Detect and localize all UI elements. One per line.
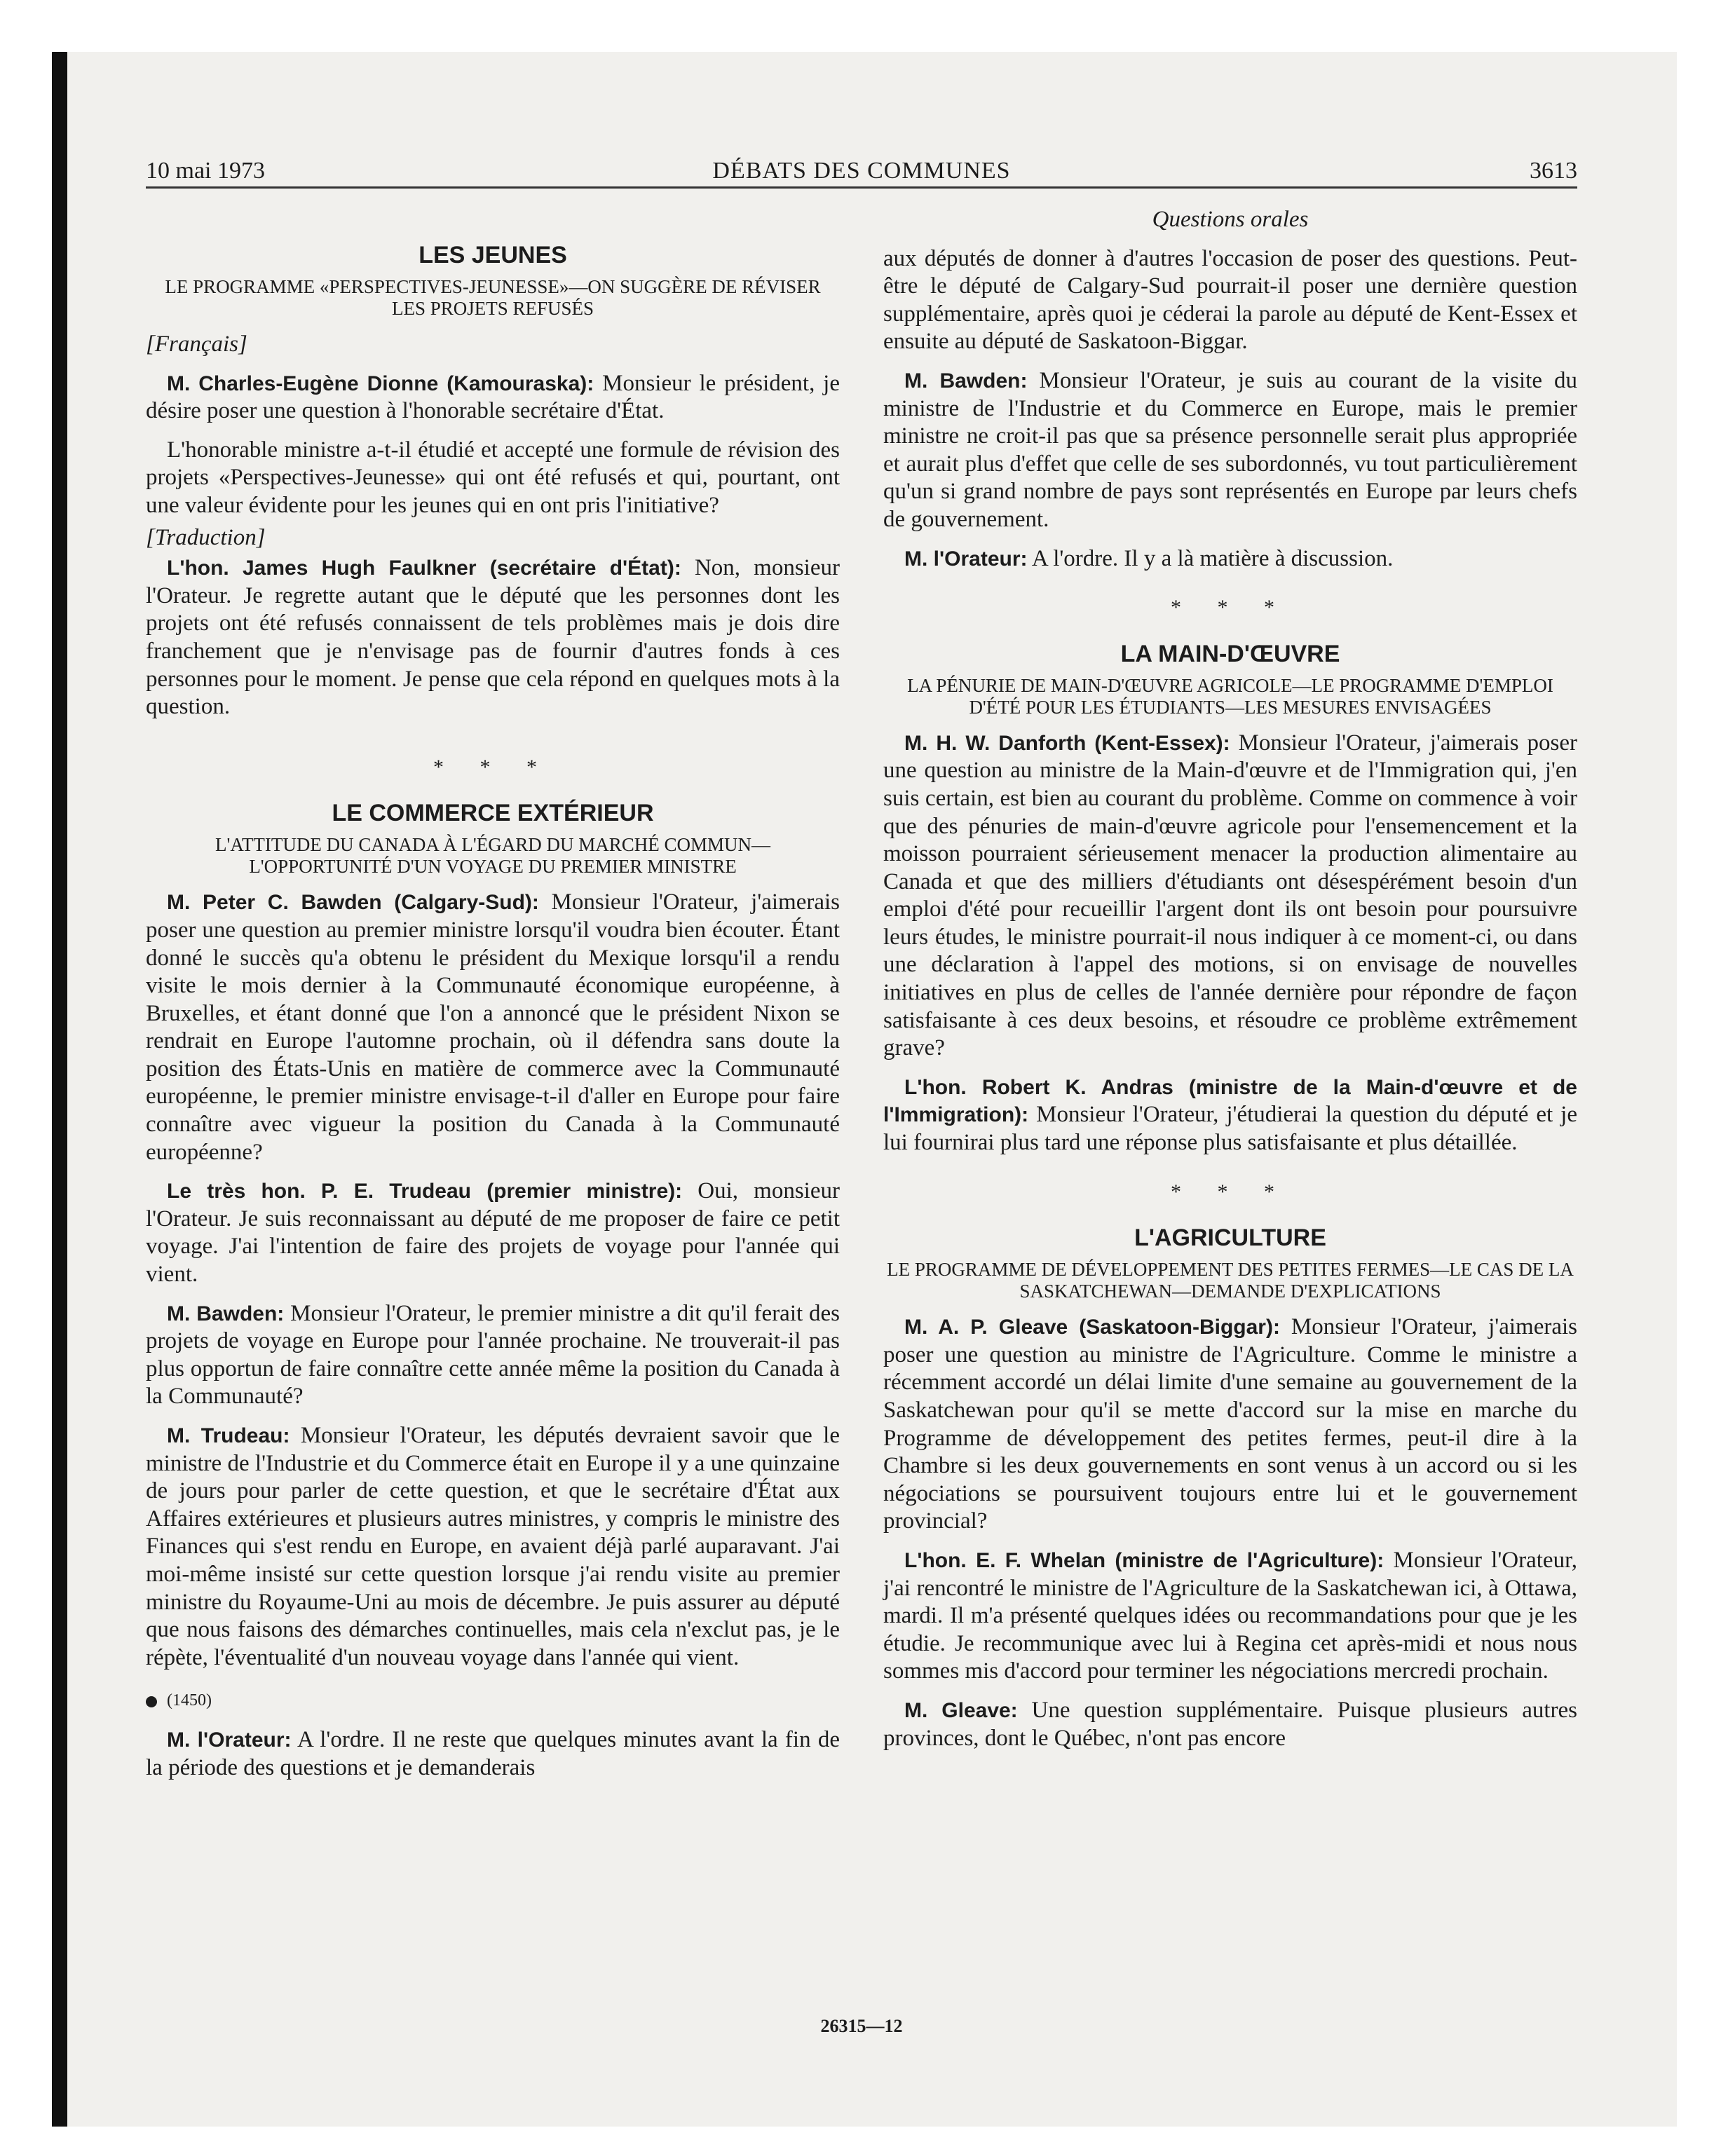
speech-text: Oui, monsieur l'Orateur. Je suis reconnaissant au député de me proposer de faire ce petit voyage. J'ai l'intention de faire des projets de voyage pour l'année qui vient.: [146, 1178, 840, 1288]
paragraph: [883, 1697, 1577, 1752]
speaker-name: M. A. P. Gleave (Saskatoon-Biggar):: [904, 1316, 1280, 1339]
paragraph: [146, 1726, 840, 1782]
speech-text: Monsieur l'Orateur, le premier ministre a dit qu'il ferait des projets de voyage en Europe pour l'année prochaine. Ne trouverait-il pas plus opportun de faire connaître cette année même la position du Canada à la Communauté?: [146, 1300, 841, 1410]
time-stamp: (1450): [167, 1691, 212, 1710]
speaker-name: M. Bawden:: [904, 369, 1028, 393]
speaker-name: M. Peter C. Bawden (Calgary-Sud):: [167, 891, 539, 915]
speech-text: Une question supplémentaire. Puisque plusieurs autres provinces, dont le Québec, n'ont pas encore: [883, 1697, 1577, 1751]
speaker-name: M. Gleave:: [904, 1698, 1018, 1722]
paragraph: [883, 367, 1577, 534]
time-marker: [146, 1687, 840, 1715]
speaker-name: L'hon. James Hugh Faulkner (secrétaire d'État):: [167, 557, 681, 580]
language-marker: [Français]: [146, 332, 247, 357]
speaker-name: Le très hon. P. E. Trudeau (premier ministre):: [167, 1180, 683, 1203]
speaker-name: M. l'Orateur:: [167, 1728, 292, 1752]
paragraph: [883, 1314, 1577, 1536]
page: [146, 156, 1577, 2062]
paragraph: [146, 1422, 840, 1672]
running-head: Questions orales: [1152, 207, 1309, 232]
paragraph: [146, 1178, 840, 1288]
page-footer-code: 26315—12: [820, 2016, 903, 2036]
speaker-name: M. H. W. Danforth (Kent-Essex):: [904, 731, 1230, 755]
speaker-name: L'hon. Robert K. Andras (ministre de la Main-d'œuvre et de l'Immigration):: [883, 1075, 1577, 1127]
binding-edge: [52, 52, 67, 2127]
speech-text: Monsieur l'Orateur, j'aimerais poser une question au ministre de l'Agriculture. Comme le ministre a récemment accordé un délai limite d'une semaine au gouvernement de la Saskatchewan pour qu'il se mette d'accord sur la mise en marche du Programme de développement des petites fermes, peut-il dire à la Chambre si les deux gouvernements en sont venus à un accord ou si les négociations se poursuivent toujours entre lui et le gouvernement provincial?: [883, 1314, 1577, 1534]
section-separator: * * *: [1171, 596, 1290, 620]
paragraph: [146, 889, 840, 1166]
paragraph: [146, 554, 840, 721]
speech-text: Monsieur l'Orateur, les députés devraient savoir que le ministre de l'Industrie et du Commerce était en Europe il y a une quinzaine de jours pour parler de cette question, et que le secrétaire d'État aux Affaires extérieures et plusieurs autres ministres, y compris le ministre des Finances qui s'est rendu en Europe, en avaient déjà parlé auparavant. J'ai moi-même insisté sur cette question lorsque j'ai rendu visite au premier ministre du Royaume-Uni au mois de décembre. Je puis assurer au député que nous faisons des démarches continuelles, mais cela n'exclut pas, je le répète, l'éventualité d'un nouveau voyage dans l'année qui vient.: [146, 1423, 840, 1670]
bullet-dot-icon: [146, 1696, 157, 1707]
section-heading-agriculture: L'AGRICULTURE: [1134, 1224, 1326, 1252]
paragraph: [883, 1547, 1577, 1686]
header-title: DÉBATS DES COMMUNES: [712, 158, 1011, 184]
paragraph: [883, 730, 1577, 1063]
speaker-name: M. Trudeau:: [167, 1424, 290, 1447]
language-marker: [Traduction]: [146, 524, 266, 550]
speech-text: Monsieur l'Orateur, j'ai rencontré le ministre de l'Agriculture de la Saskatchewan ici, à Ottawa, mardi. Il m'a présenté quelques idées ou recommandations pour que je les étudie. Je recommunique avec lui à Regina cet après-midi et nous nous sommes mis d'accord pour terminer les négociations mercredi prochain.: [883, 1547, 1577, 1684]
paragraph: [883, 545, 1577, 573]
page-header: [146, 156, 1577, 189]
speech-text: Monsieur l'Orateur, j'aimerais poser une question au ministre de la Main-d'œuvre et de l'Immigration qui, j'en suis certain, est bien au courant du problème. Comme on commence à voir que des pénuries de main-d'œuvre agricole pour l'ensemencement et la moisson pourraient sérieusement menacer la production alimentaire au Canada et que des milliers d'étudiants ont désespérément besoin d'un emploi d'été pour recueillir l'argent dont ils ont besoin pour poursuivre leurs études, le ministre pourrait-il nous indiquer à ce moment-ci, ou dans une déclaration à l'appel des motions, si on envisage de nouvelles initiatives en plus de celles de l'année dernière pour répondre de façon satisfaisante à ces deux besoins, et résoudre ce problème extrêmement grave?: [883, 730, 1577, 1061]
paragraph: [146, 370, 840, 425]
paragraph: L'honorable ministre a-t-il étudié et accepté une formule de révision des projets «Perspectives-Jeunesse» qui ont été refusés et qui, pourtant, ont une valeur évidente pour les jeunes qui en ont pris l'initiative?: [146, 437, 840, 518]
speech-text: Monsieur le président, je désire poser une question à l'honorable secrétaire d'État.: [146, 370, 840, 424]
speaker-name: M. Bawden:: [167, 1302, 285, 1325]
subheading-marche-commun: L'ATTITUDE DU CANADA À L'ÉGARD DU MARCHÉ COMMUN—L'OPPORTUNITÉ D'UN VOYAGE DU PREMIER MINISTRE: [215, 834, 770, 878]
right-column: [883, 206, 1577, 1752]
section-separator: * * *: [1171, 1180, 1290, 1203]
header-date: 10 mai 1973: [146, 158, 265, 184]
header-page-number: 3613: [1530, 158, 1577, 184]
section-heading-commerce: LE COMMERCE EXTÉRIEUR: [332, 800, 654, 827]
speaker-name: M. l'Orateur:: [904, 547, 1028, 571]
speech-text: A l'ordre. Il y a là matière à discussion.: [1027, 545, 1394, 571]
speech-text: Monsieur l'Orateur, j'aimerais poser une question au premier ministre lorsqu'il voudra bien écouter. Étant donné le succès qu'a obtenu le président du Mexique lorsqu'il a rendu visite le mois dernier à la Communauté économique européenne, à Bruxelles, et étant donné que l'on a annoncé que le président Nixon se rendrait en Europe l'automne prochain, où il défendra sans doute la position des États-Unis en matière de commerce avec la Communauté européenne, le premier ministre envisage-t-il d'aller en Europe pour faire connaître avec vigueur la position du Canada à la Communauté européenne?: [146, 889, 841, 1165]
speaker-name: M. Charles-Eugène Dionne (Kamouraska):: [167, 371, 594, 395]
section-heading-main-doeuvre: LA MAIN-D'ŒUVRE: [1120, 640, 1340, 667]
paragraph: [146, 1300, 840, 1411]
subheading-petites-fermes: LE PROGRAMME DE DÉVELOPPEMENT DES PETITES FERMES—LE CAS DE LA SASKATCHEWAN—DEMANDE D'EXPLICATIONS: [887, 1259, 1574, 1302]
section-heading-jeunes: LES JEUNES: [419, 242, 567, 268]
speech-text: Monsieur l'Orateur, j'étudierai la question du député et je lui fournirai plus tard une réponse plus satisfaisante et plus détaillée.: [883, 1102, 1577, 1156]
section-separator: * * *: [433, 755, 552, 779]
paragraph: aux députés de donner à d'autres l'occasion de poser des questions. Peut-être le député de Calgary-Sud pourrait-il poser une dernière question supplémentaire, après quoi je céderai la parole au député de Kent-Essex et ensuite au député de Saskatoon-Biggar.: [883, 245, 1577, 355]
paragraph: [883, 1074, 1577, 1157]
left-column: [146, 206, 840, 1782]
speech-text: A l'ordre. Il ne reste que quelques minutes avant la fin de la période des questions et je demanderais: [146, 1726, 840, 1780]
speech-text: Monsieur l'Orateur, je suis au courant de la visite du ministre de l'Industrie et du Commerce en Europe, mais le premier ministre ne croit-il pas que sa présence personnelle serait plus appropriée et aurait plus d'effet que celle de ses subordonnés, vu tout particulièrement qu'un si grand nombre de pays sont représentés en Europe par leurs chefs de gouvernement.: [883, 367, 1578, 532]
speaker-name: L'hon. E. F. Whelan (ministre de l'Agriculture):: [904, 1548, 1384, 1572]
speech-text: Non, monsieur l'Orateur. Je regrette autant que le député que les personnes dont les projets ont été refusés connaissent de tels problèmes mais je dois dire franchement que je n'envisage pas de fournir d'autres fonds à ces personnes pour le moment. Je pense que cela répond en quelques mots à la question.: [146, 555, 840, 720]
subheading-perspectives-jeunesse: LE PROGRAMME «PERSPECTIVES-JEUNESSE»—ON SUGGÈRE DE RÉVISER LES PROJETS REFUSÉS: [165, 276, 821, 319]
subheading-penurie: LA PÉNURIE DE MAIN-D'ŒUVRE AGRICOLE—LE PROGRAMME D'EMPLOI D'ÉTÉ POUR LES ÉTUDIANTS—LES MESURES ENVISAGÉES: [907, 674, 1553, 718]
